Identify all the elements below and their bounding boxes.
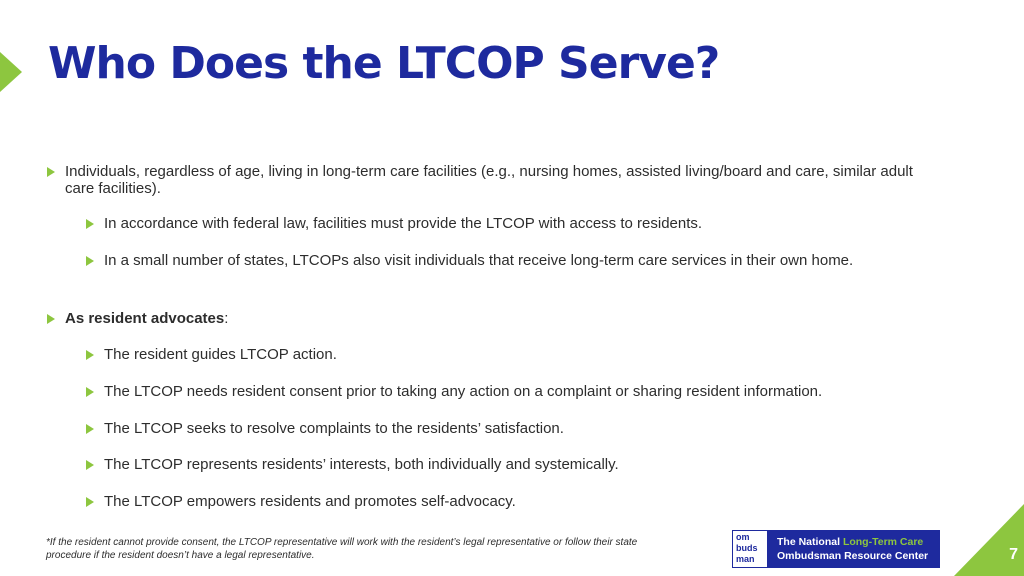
bullet-arrow-icon: [47, 314, 55, 324]
bullet-text: In accordance with federal law, facilities must provide the LTCOP with access to residents.: [104, 215, 703, 232]
bullet-item: [65, 163, 925, 197]
bullet-arrow-icon: [86, 387, 94, 397]
bullet-arrow-icon: [86, 424, 94, 434]
logo-wordmark: [777, 535, 928, 563]
sub-bullet-item: [104, 252, 924, 269]
bullet-text: The LTCOP seeks to resolve complaints to the residents’ satisfaction.: [104, 420, 564, 437]
logo-mark-line: buds: [736, 543, 758, 553]
sub-bullet-item: [104, 215, 924, 232]
bullet-arrow-icon: [86, 219, 94, 229]
bullet-arrow-icon: [47, 167, 55, 177]
ombudsman-logo-mark: [733, 531, 767, 567]
bullet-suffix: :: [224, 310, 229, 327]
bullet-arrow-icon: [86, 460, 94, 470]
ombudsman-center-logo: [732, 530, 940, 568]
sub-bullet-item: [104, 420, 924, 437]
page-number: 7: [1009, 546, 1018, 563]
footnote: *If the resident cannot provide consent, the LTCOP representative will work with the resident’s legal representative or follow their state procedure if the resident doesn’t have a legal representative.: [46, 537, 638, 561]
logo-mark-line: om: [736, 532, 750, 542]
bullet-item: [65, 310, 925, 327]
bullet-text: Individuals, regardless of age, living in long-term care facilities (e.g., nursing homes, assisted living/board and care, similar adult care facilities).: [65, 163, 913, 197]
bullet-text: The LTCOP represents residents’ interests, both individually and systemically.: [104, 456, 619, 473]
logo-line-2: Ombudsman Resource Center: [777, 550, 929, 562]
sub-bullet-item: [104, 383, 924, 400]
bullet-text: The LTCOP empowers residents and promotes self-advocacy.: [104, 493, 516, 510]
bullet-arrow-icon: [86, 256, 94, 266]
slide-title: Who Does the LTCOP Serve?: [48, 38, 720, 89]
logo-text-highlight: Long-Term Care: [842, 536, 924, 548]
logo-text-part: The National: [777, 536, 841, 548]
bullet-strong-text: As resident advocates: [65, 310, 225, 327]
bullet-arrow-icon: [86, 350, 94, 360]
accent-arrow-left: [0, 52, 22, 92]
bullet-text: The resident guides LTCOP action.: [104, 346, 337, 363]
bullet-text: The LTCOP needs resident consent prior to taking any action on a complaint or sharing resident information.: [104, 383, 823, 400]
sub-bullet-item: [104, 456, 924, 473]
bullet-text: In a small number of states, LTCOPs also visit individuals that receive long-term care services in their own home.: [104, 252, 854, 269]
logo-line-1: [777, 535, 928, 549]
bullet-arrow-icon: [86, 497, 94, 507]
sub-bullet-item: [104, 346, 924, 363]
sub-bullet-item: [104, 493, 924, 510]
logo-mark-line: man: [736, 554, 755, 564]
corner-accent: [954, 504, 1024, 576]
